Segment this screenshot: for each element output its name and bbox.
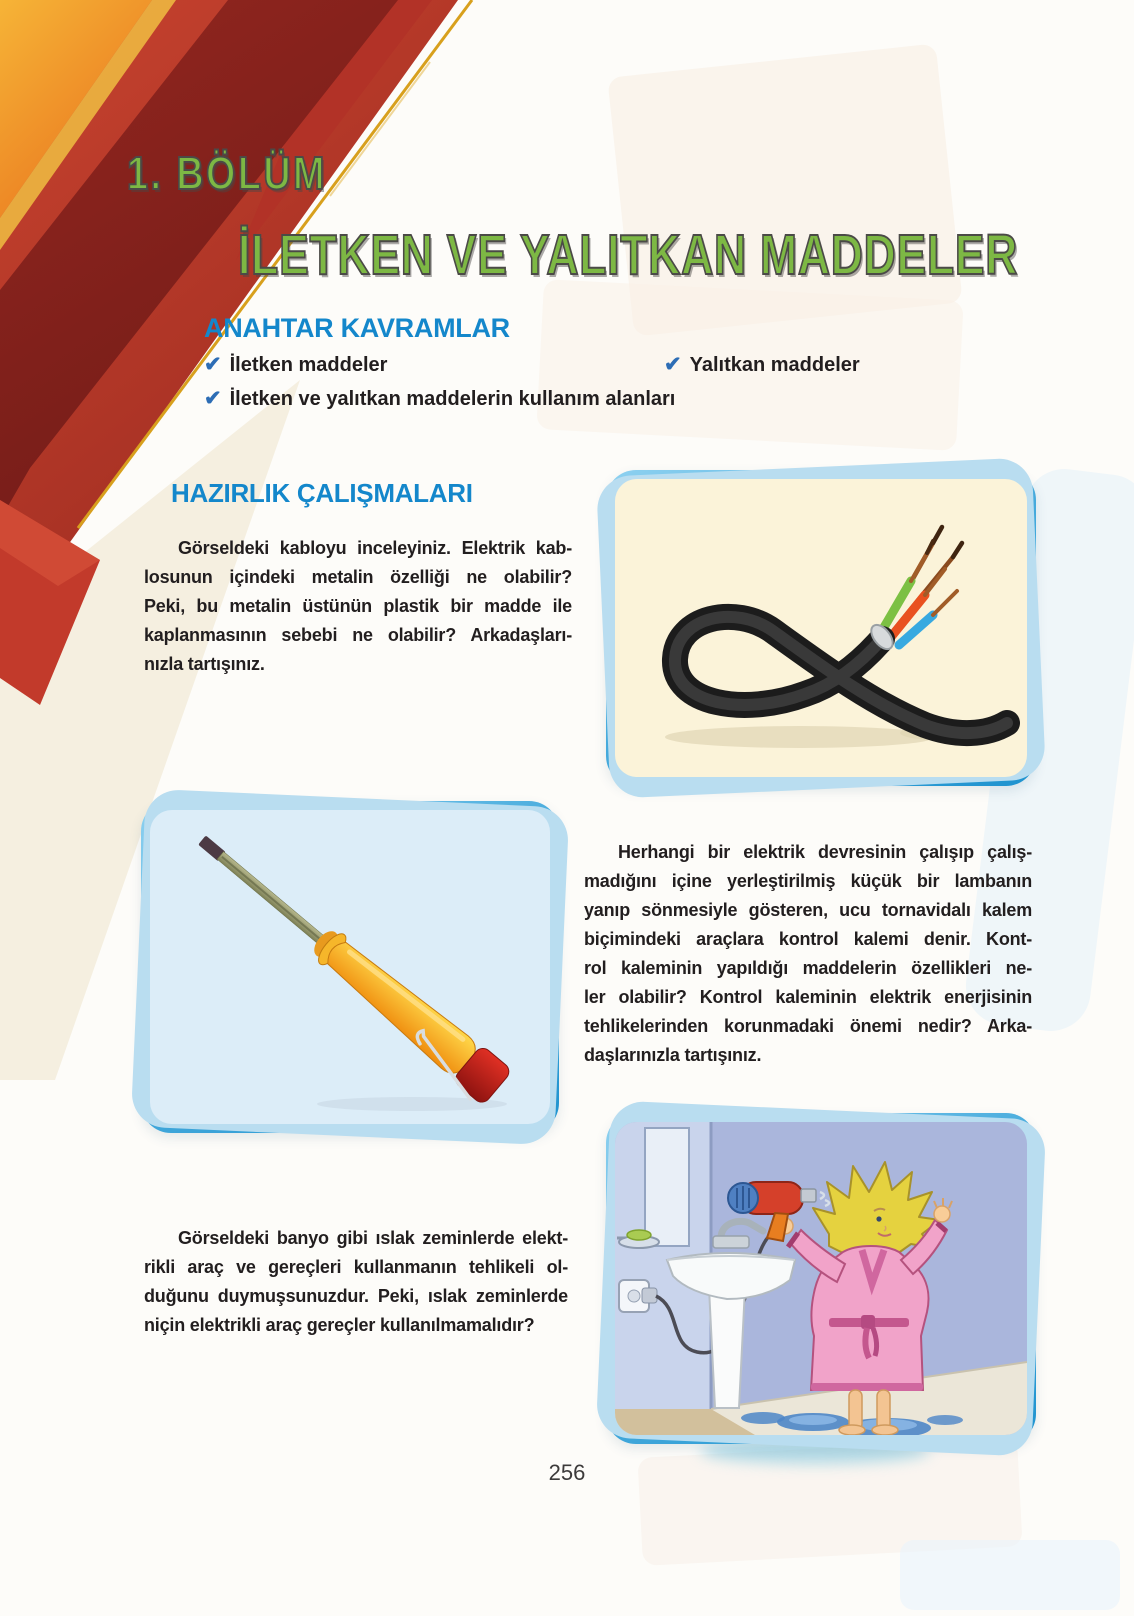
paragraph-line: yanıp sönmesiyle gösteren, ucu tornavidalı kalem <box>584 900 1032 920</box>
check-icon: ✔ <box>204 353 222 376</box>
electric-cable-illustration <box>615 479 1027 777</box>
bathroom-figure-frame <box>606 1113 1036 1444</box>
page-title: İLETKEN VE YALITKAN MADDELER <box>238 223 1019 287</box>
paragraph-line: rol kaleminin yapıldığı maddelerin özellikleri ne- <box>584 958 1032 978</box>
screwdriver-figure-frame <box>141 801 559 1133</box>
paragraph-line: tehlikelerinden korunmadaki önemi nedir? Arka- <box>584 1016 1032 1036</box>
paragraph-line: madığını içine yerleştirilmiş küçük bir lambanın <box>584 871 1032 891</box>
paragraph-line: Peki, bu metalin üstünün plastik bir madde ile <box>144 596 572 616</box>
paragraph-line: Görseldeki kabloyu inceleyiniz. Elektrik kab- <box>178 538 572 558</box>
paragraph-control-pen <box>584 838 1032 1070</box>
key-concept-label: İletken ve yalıtkan maddelerin kullanım alanları <box>229 388 676 410</box>
paragraph-line: losunun içindeki metalin özelliği ne olabilir? <box>144 567 572 587</box>
cable-figure-frame <box>606 470 1036 786</box>
paragraph-line: daşlarınızla tartışınız. <box>584 1045 762 1065</box>
paragraph-line: kaplanmasının sebebi ne olabilir? Arkadaşları- <box>144 625 572 645</box>
bathroom-hairdryer-illustration <box>615 1122 1027 1435</box>
paragraph-line: nızla tartışınız. <box>144 654 265 674</box>
paragraph-line: Herhangi bir elektrik devresinin çalışıp çalış- <box>618 842 1032 862</box>
key-concept-item <box>204 352 387 377</box>
paragraph-bathroom <box>144 1224 568 1340</box>
paragraph-line: ler olabilir? Kontrol kaleminin elektrik enerjisinin <box>584 987 1032 1007</box>
key-concept-label: Yalıtkan maddeler <box>689 354 860 376</box>
key-concept-label: İletken maddeler <box>229 354 388 376</box>
paragraph-line: niçin elektrikli araç gereçler kullanılmamalıdır? <box>144 1315 535 1335</box>
key-concepts-heading: ANAHTAR KAVRAMLAR <box>204 313 510 343</box>
prep-heading: HAZIRLIK ÇALIŞMALARI <box>171 478 473 508</box>
chapter-label: 1. BÖLÜM <box>127 147 327 199</box>
page-number: 256 <box>548 1460 586 1485</box>
key-concept-item <box>204 386 675 411</box>
paragraph-line: duğunu duymuşsunuzdur. Peki, ıslak zeminlerde <box>144 1286 568 1306</box>
paragraph-line: Görseldeki banyo gibi ıslak zeminlerde elekt- <box>178 1228 568 1248</box>
key-concept-item <box>664 352 860 377</box>
paragraph-line: biçimindeki araçlara kontrol kalemi denir. Kont- <box>584 929 1032 949</box>
background-texture-shape <box>900 1540 1120 1610</box>
control-pen-screwdriver-illustration <box>150 810 550 1124</box>
check-icon: ✔ <box>204 387 222 410</box>
paragraph-line: rikli araç ve gereçleri kullanmanın tehlikeli ol- <box>144 1257 568 1277</box>
paragraph-cable <box>144 534 572 679</box>
check-icon: ✔ <box>664 353 682 376</box>
